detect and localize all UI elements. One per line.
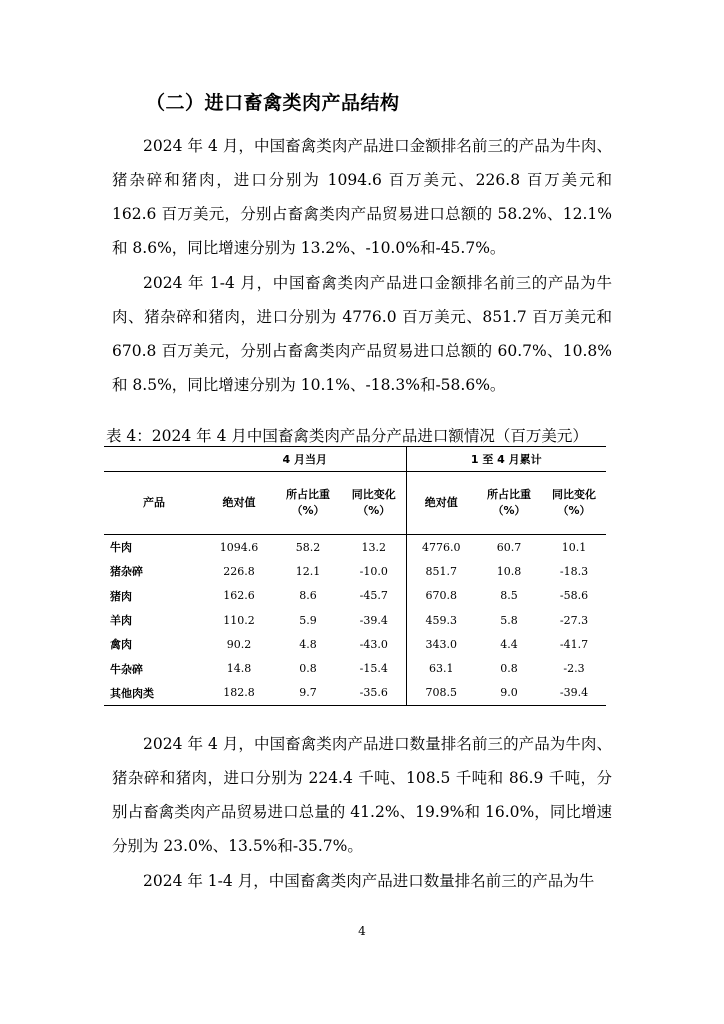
group-header-jan-apr: 1 至 4 月累计 (406, 447, 606, 472)
cell-yoy: 13.2 (361, 540, 386, 554)
table-row (104, 535, 606, 560)
cell-abs: 226.8 (223, 564, 255, 578)
cell-product: 羊肉 (110, 614, 132, 628)
cell-share-cumulative: 10.8 (496, 564, 522, 578)
cell-share: 9.7 (274, 681, 342, 706)
cell-yoy: -15.4 (359, 662, 388, 676)
column-header-yoy: 同比变化（%） (342, 472, 406, 535)
table-caption: 表 4：2024 年 4 月中国畜禽类肉产品分产品进口额情况（百万美元） (106, 427, 588, 445)
cell-yoy: -45.7 (359, 589, 388, 603)
column-header-yoy-cumulative: 同比变化（%） (542, 472, 606, 535)
cell-abs-cumulative: 708.5 (406, 681, 476, 706)
paragraph-jan-apr-value: 2024 年 1-4 月，中国畜禽类肉产品进口金额排名前三的产品为牛肉、猪杂碎和猪肉，进口分别为 4776.0 百万美元、851.7 百万美元和 670.8 百万美元，分别占畜禽类肉产品贸易进口总额的 60.7%、10.8% 和 8.5%，同比增速分别为 10.1%、-18.3%和-58.6%。 (112, 274, 612, 394)
cell-share-cumulative: 9.0 (476, 681, 542, 706)
column-header-product: 产品 (104, 472, 204, 535)
cell-abs: 14.8 (226, 662, 252, 676)
cell-product: 禽肉 (110, 638, 132, 652)
column-header-share-cumulative: 所占比重（%） (476, 472, 542, 535)
cell-share: 5.9 (299, 613, 317, 627)
cell-abs-cumulative: 4776.0 (406, 535, 476, 560)
cell-product: 其他肉类 (104, 681, 204, 706)
cell-product: 猪肉 (110, 589, 132, 603)
cell-share-cumulative: 8.5 (500, 589, 518, 603)
paragraph-april-volume: 2024 年 4 月，中国畜禽类肉产品进口数量排名前三的产品为牛肉、猪杂碎和猪肉，进口分别为 224.4 千吨、108.5 千吨和 86.9 千吨，分别占畜禽类肉产品贸易进口总量的 41.2%、19.9%和 16.0%，同比增速分别为 23.0%、13.5%和-35.7%。 (112, 735, 612, 855)
cell-abs-cumulative: 459.3 (406, 608, 476, 632)
paragraph-april-value: 2024 年 4 月，中国畜禽类肉产品进口金额排名前三的产品为牛肉、猪杂碎和猪肉，进口分别为 1094.6 百万美元、226.8 百万美元和 162.6 百万美元，分别占畜禽类肉产品贸易进口总额的 58.2%、12.1% 和 8.6%，同比增速分别为 13.2%、-10.0%和-45.7%。 (112, 137, 612, 257)
cell-share: 0.8 (299, 662, 317, 676)
cell-yoy-cumulative: 10.1 (561, 540, 587, 554)
cell-abs: 162.6 (223, 589, 255, 603)
cell-product: 牛肉 (110, 541, 132, 555)
page-number: 4 (358, 924, 366, 938)
cell-yoy: -39.4 (359, 613, 388, 627)
column-header-abs-cumulative: 绝对值 (406, 472, 476, 535)
cell-product: 牛杂碎 (110, 662, 143, 676)
cell-abs-cumulative: 851.7 (406, 559, 476, 583)
cell-abs: 90.2 (226, 637, 252, 651)
cell-yoy-cumulative: -2.3 (563, 662, 585, 676)
cell-share: 12.1 (295, 564, 321, 578)
table-row (104, 656, 606, 680)
cell-abs: 110.2 (223, 613, 255, 627)
cell-yoy-cumulative: -27.3 (559, 613, 589, 627)
column-header-share: 所占比重（%） (274, 472, 342, 535)
table-row (104, 632, 606, 656)
table-header-blank (104, 447, 204, 472)
table-row (104, 608, 606, 632)
cell-share: 58.2 (295, 540, 321, 554)
cell-share-cumulative: 4.4 (500, 637, 518, 651)
cell-yoy: -10.0 (359, 564, 388, 578)
import-value-table (104, 446, 606, 706)
table-row (104, 559, 606, 583)
cell-yoy: -43.0 (359, 637, 388, 651)
cell-share: 8.6 (299, 589, 317, 603)
table-row (104, 584, 606, 608)
cell-abs-cumulative: 343.0 (406, 632, 476, 656)
table-row (104, 681, 606, 706)
cell-share-cumulative: 5.8 (500, 613, 518, 627)
cell-share: 4.8 (299, 637, 317, 651)
cell-yoy-cumulative: -41.7 (559, 637, 589, 651)
cell-abs: 1094.6 (219, 540, 259, 554)
cell-yoy-cumulative: -58.6 (559, 589, 589, 603)
cell-abs: 182.8 (204, 681, 274, 706)
cell-abs-cumulative: 670.8 (406, 584, 476, 608)
section-heading: （二）进口畜禽类肉产品结构 (146, 92, 400, 114)
cell-product: 猪杂碎 (110, 565, 143, 579)
cell-yoy-cumulative: -39.4 (542, 681, 606, 706)
cell-share-cumulative: 60.7 (496, 540, 522, 554)
column-header-abs: 绝对值 (204, 472, 274, 535)
cell-share-cumulative: 0.8 (500, 662, 518, 676)
cell-abs-cumulative: 63.1 (406, 656, 476, 680)
cell-yoy-cumulative: -18.3 (559, 564, 589, 578)
paragraph-jan-apr-volume: 2024 年 1-4 月，中国畜禽类肉产品进口数量排名前三的产品为牛 (143, 872, 595, 890)
cell-yoy: -35.6 (342, 681, 406, 706)
group-header-april: 4 月当月 (204, 447, 406, 472)
